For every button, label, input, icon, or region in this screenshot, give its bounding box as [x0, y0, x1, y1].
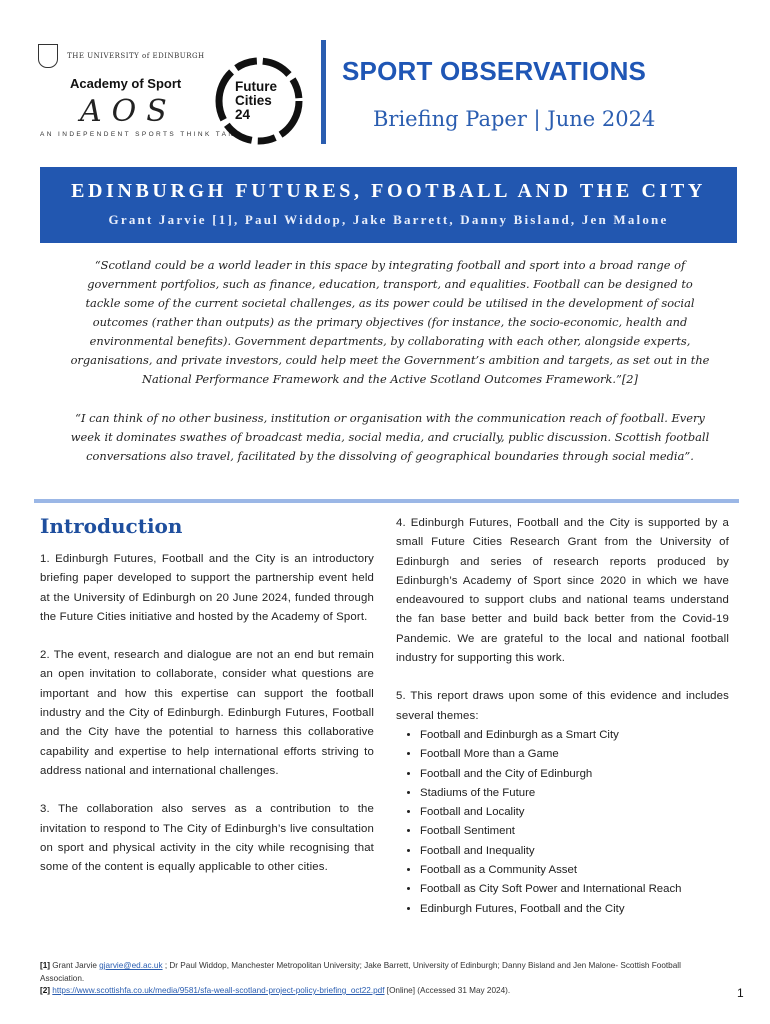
section-divider — [34, 499, 739, 503]
themes-list — [396, 726, 729, 919]
university-logo — [38, 44, 208, 68]
future-cities-line: 24 — [235, 107, 251, 122]
list-item: • Football and Edinburgh as a Smart City — [420, 726, 729, 745]
future-cities-line: Cities — [235, 93, 272, 108]
academy-monogram-logo: AOS — [80, 94, 177, 129]
list-item: • Edinburgh Futures, Football and the City — [420, 900, 729, 919]
list-item: • Football and Inequality — [420, 842, 729, 861]
list-item: • Football as City Soft Power and International Reach — [420, 880, 729, 899]
paragraph-5: 5. This report draws upon some of this evidence and includes several themes: — [396, 690, 729, 722]
list-item: • Football Sentiment — [420, 822, 729, 841]
academy-tagline: AN INDEPENDENT SPORTS THINK TANK — [40, 131, 243, 138]
footnote-text: Grant Jarvie — [52, 961, 100, 970]
paper-title: EDINBURGH FUTURES, FOOTBALL AND THE CITY — [71, 180, 706, 202]
quote-scotland: “Scotland could be a world leader in this space by integrating football and sport into a broad range of government portfolios, such as finance, education, transport, and equalities. Football can be designed to tackle some of the current societal challenges, as its power could be utilised in the development of social outcomes (rather than outputs) as the primary objectives (for instance, the socio-economic, health and environmental benefits). Government departments, by collaborating with each other, alongside experts, organisations, and private investors, could help meet the Government’s ambition and targets, as set out in the National Performance Framework and the Active Scotland Outcomes Framework.”[2] — [70, 258, 710, 386]
academy-name: Academy of Sport — [70, 76, 182, 91]
source-link[interactable]: https://www.scottishfa.co.uk/media/9581/sfa-weall-scotland-project-policy-briefing_oct22.pdf — [52, 986, 385, 995]
footnote-text: [Online] (Accessed 31 May 2024). — [384, 986, 511, 995]
footnote-text: ; Dr Paul Widdop, Manchester Metropolitan University; Jake Barrett, University of Edinburgh; Danny Bisland and Jen Malone- Scottish Football Association. — [40, 961, 681, 983]
list-item: • Football More than a Game — [420, 745, 729, 764]
list-item: • Football and Locality — [420, 803, 729, 822]
crest-icon — [38, 44, 58, 68]
footnotes — [40, 960, 710, 998]
list-item: • Stadiums of the Future — [420, 784, 729, 803]
future-cities-line: Future — [235, 79, 277, 94]
page-number: 1 — [737, 986, 744, 1000]
briefing-subtitle: Briefing Paper | June 2024 — [373, 107, 656, 131]
university-name: THE UNIVERSITY of EDINBURGH — [67, 52, 205, 60]
paragraph-2: 2. The event, research and dialogue are not an end but remain an open invitation to collaborate, consider what questions are important and how this expertise can support the football industry and the City of Edinburgh. Edinburgh Futures, Football and the City have the potential to harness this collaborative capability and expertise to help international efforts striving to address national and international challenges. — [40, 649, 374, 777]
paragraph-4: 4. Edinburgh Futures, Football and the City is supported by a small Future Cities Research Grant from the University of Edinburgh and series of research reports produced by Edinburgh’s Academy of Sport since 2020 in which we have endeavoured to support clubs and national teams understand the fan base better and build back better from the Covid-19 Pandemic. We are grateful to the local and national football industry for supporting this work. — [396, 517, 729, 665]
footnote-mark: [2] — [40, 986, 51, 995]
footnote-1 — [40, 960, 710, 985]
paragraph-3: 3. The collaboration also serves as a contribution to the invitation to respond to The City of Edinburgh’s live consultation on sport and physical activity in the city while recognising that some of the content is equally applicable to other cities. — [40, 803, 374, 874]
list-item: • Football and the City of Edinburgh — [420, 765, 729, 784]
future-cities-logo — [235, 80, 277, 122]
list-item: • Football as a Community Asset — [420, 861, 729, 880]
footnote-2 — [40, 985, 710, 998]
header-divider — [321, 40, 326, 144]
author-email-link[interactable]: gjarvie@ed.ac.uk — [99, 961, 163, 970]
quote-communication: “I can think of no other business, institution or organisation with the communication reach of football. Every week it dominates swathes of broadcast media, social media, and crucially, public discussion. Scottish football conversations also travel, facilitated by the dissolving of geographical boundaries through social media”. — [70, 411, 710, 463]
author-list: Grant Jarvie [1], Paul Widdop, Jake Barrett, Danny Bisland, Jen Malone — [108, 212, 669, 227]
section-heading: Introduction — [40, 514, 183, 538]
left-column — [40, 514, 374, 896]
series-title: SPORT OBSERVATIONS — [342, 56, 647, 86]
right-column — [396, 514, 729, 919]
title-banner — [40, 167, 737, 243]
paragraph-1: 1. Edinburgh Futures, Football and the City is an introductory briefing paper developed to support the partnership event held at the University of Edinburgh on 20 June 2024, funded through the Future Cities initiative and hosted by the Academy of Sport. — [40, 553, 374, 623]
footnote-mark: [1] — [40, 961, 51, 970]
